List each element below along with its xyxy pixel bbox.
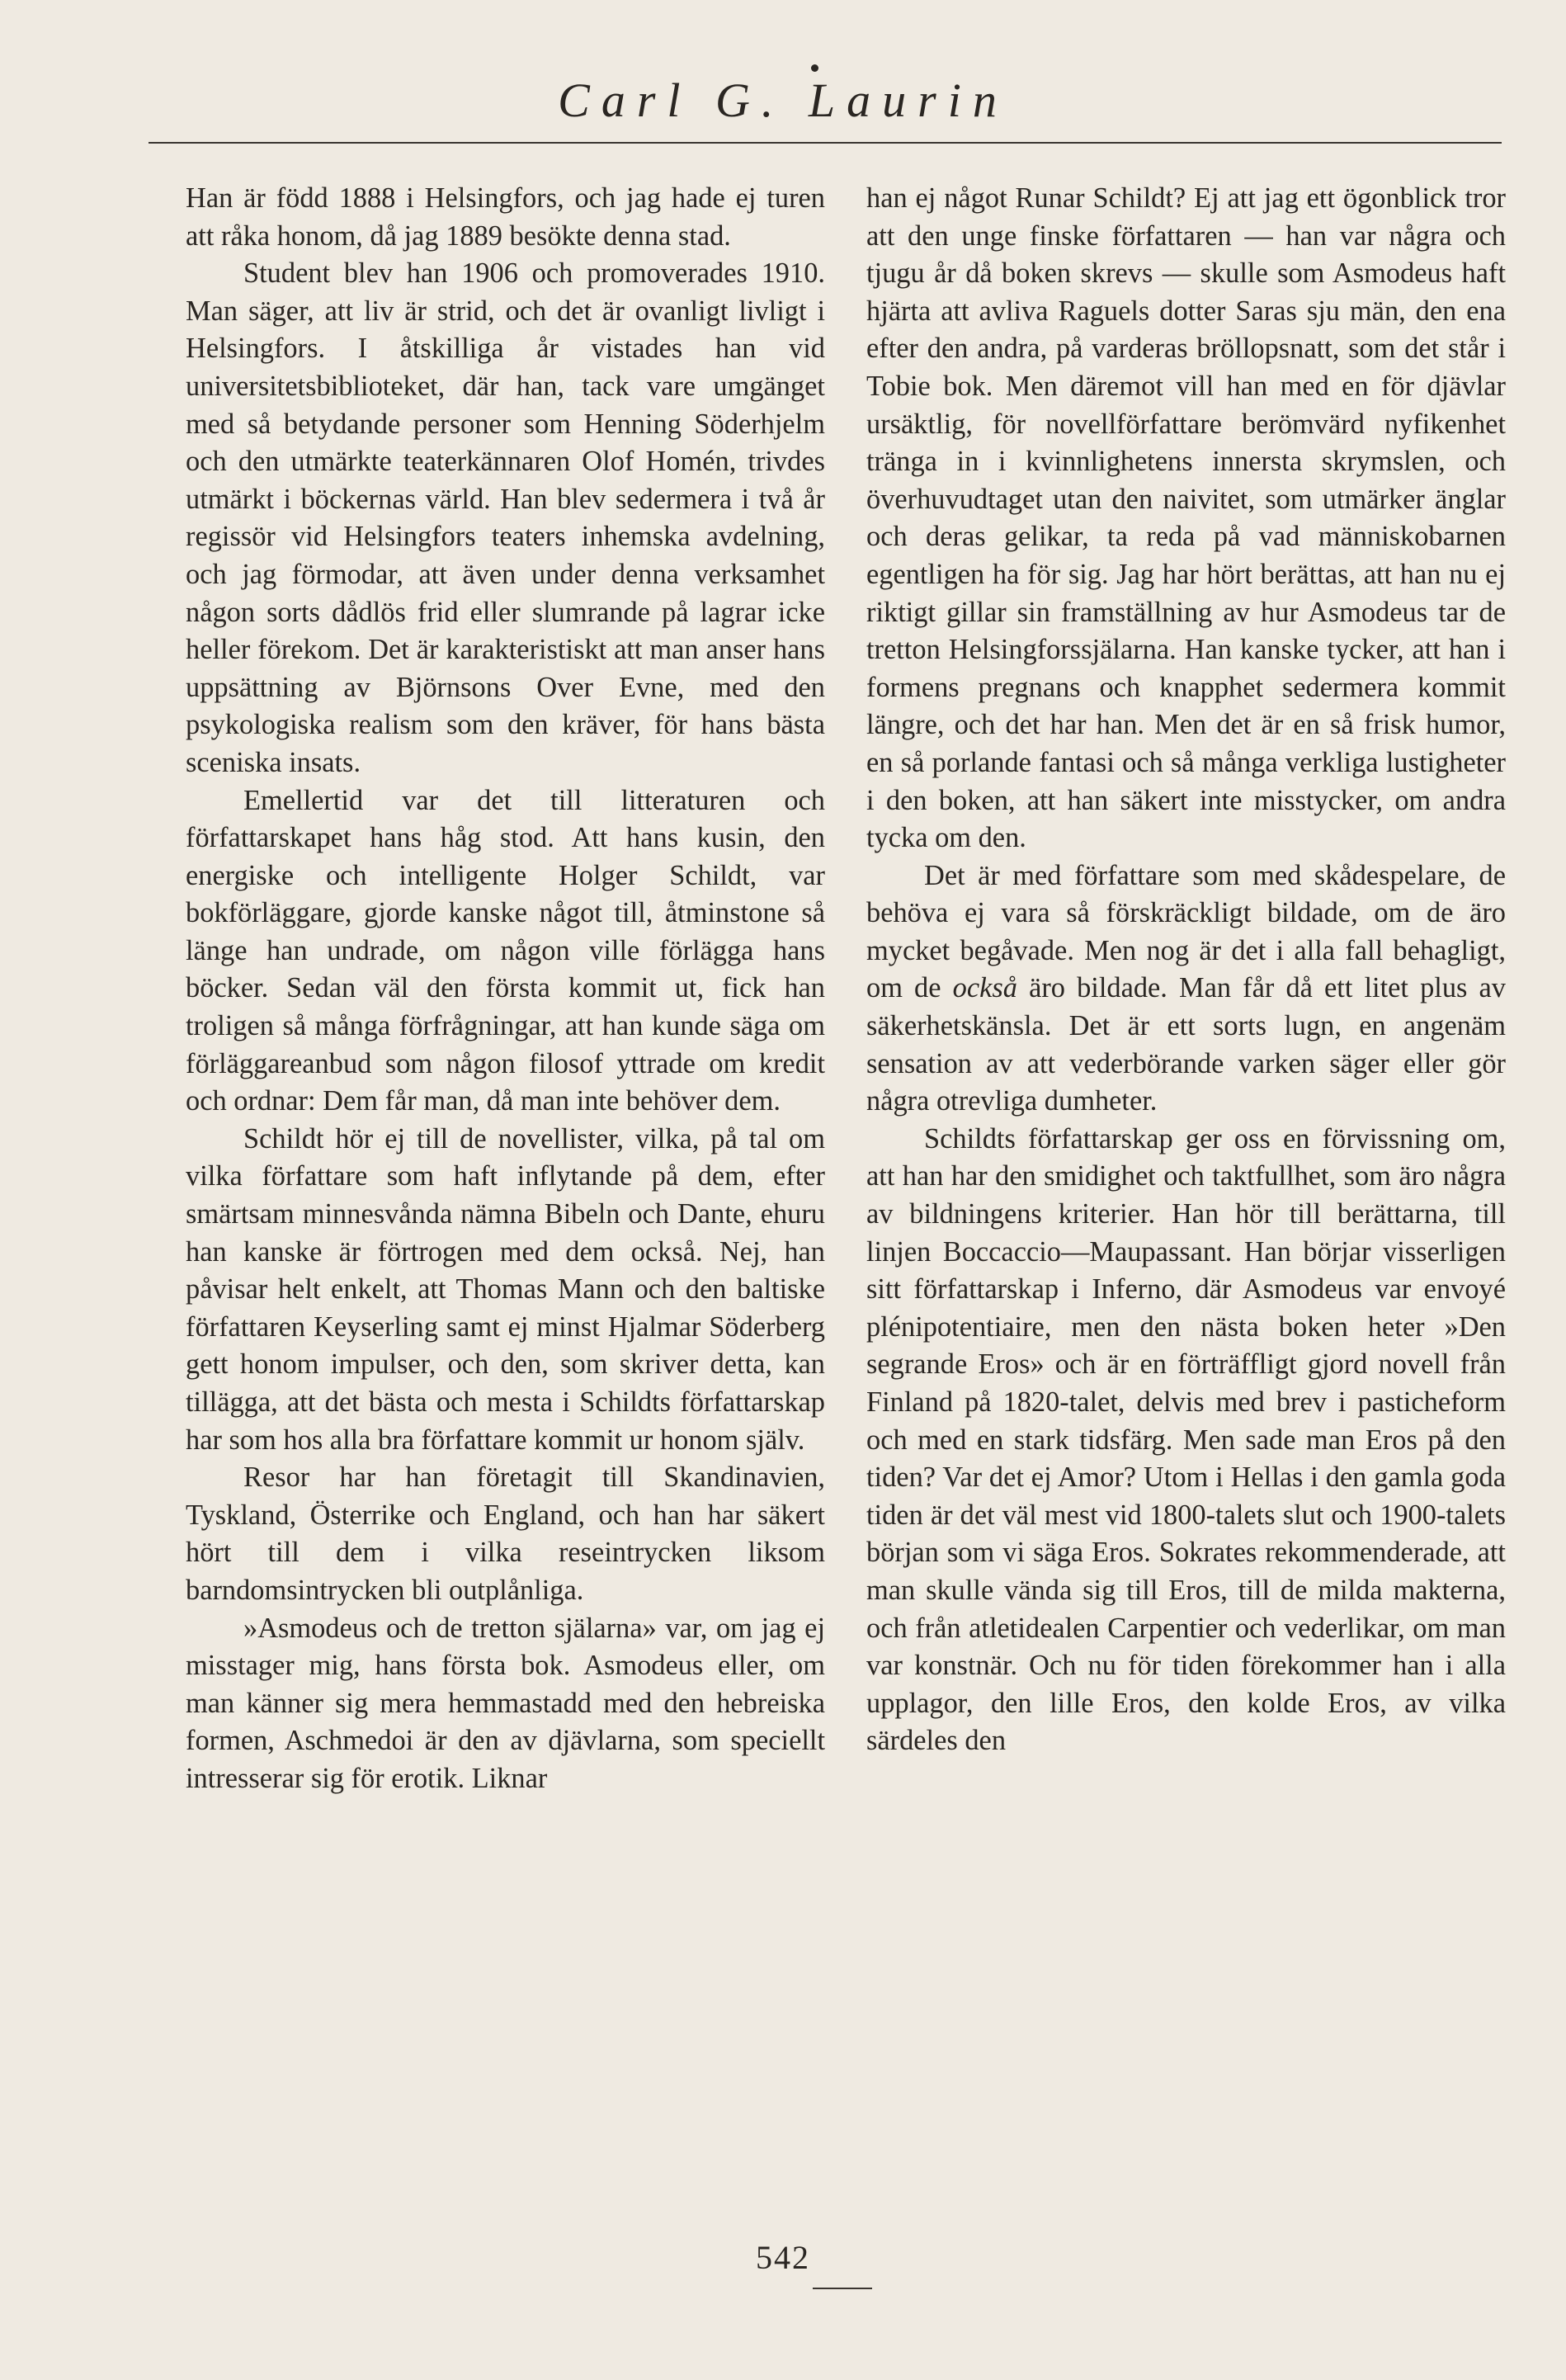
paragraph: Resor har han företagit till Skandinavien, Tyskland, Österrike och England, och han har säkert hört till dem i vilka reseintrycken liksom barndomsintrycken bli outplånliga.	[186, 1462, 825, 1606]
left-column	[186, 180, 825, 1798]
paragraph: han ej något Runar Schildt? Ej att jag ett ögonblick tror att den unge finske författaren — han var några och tjugu år då boken skrevs — skulle som Asmodeus haft hjärta att avliva Raguels dotter Saras sju män, den ena efter den andra, på varderas bröllopsnatt, som det står i Tobie bok. Men däremot vill han med en för djävlar ursäktlig, för novellförfattare berömvärd nyfikenhet tränga in i kvinnlighetens innersta skrymslen, och överhuvudtaget utan den naivitet, som utmärker änglar och deras gelikar, ta reda på vad människobarnen egentligen ha för sig. Jag har hört berättas, att han nu ej riktigt gillar sin framställning av hur Asmodeus tar de tretton Helsingforssjälarna. Han kanske tycker, att han i formens pregnans och knapphet sedermera kommit längre, och det har han. Men det är en så frisk humor, en så porlande fantasi och så många verkliga lustigheter i den boken, att han säkert inte misstycker, om andra tycka om den.	[866, 182, 1506, 854]
header-rule	[149, 142, 1502, 144]
footer-rule	[813, 2288, 872, 2289]
header-dot	[811, 64, 818, 72]
page-number: 542	[756, 2239, 810, 2276]
paragraph: Han är född 1888 i Helsingfors, och jag hade ej turen att råka honom, då jag 1889 besökte denna stad.	[186, 182, 825, 252]
paragraph: Schildts författarskap ger oss en förvissning om, att han har den smidighet och taktfullhet, som äro några av bildningens kriterier. Han hör till berättarna, till linjen Boccaccio—Maupassant. Han börjar visserligen sitt författarskap i Inferno, där Asmodeus var envoyé plénipotentiaire, men den nästa boken heter »Den segrande Eros» och är en förträffligt gjord novell från Finland på 1820-talet, delvis med brev i pasticheform och med en stark tidsfärg. Men sade man Eros på den tiden? Var det ej Amor? Utom i Hellas i den gamla goda tiden är det väl mest vid 1800-talets slut och 1900-talets början som vi säga Eros. Sokrates rekommenderade, att man skulle vända sig till Eros, till de milda makterna, och från atletidealen Carpentier och vederlikar, om man var konstnär. Och nu för tiden förekommer han i alla upplagor, den lille Eros, den kolde Eros, av vilka särdeles den	[866, 1122, 1506, 1757]
paragraph: Emellertid var det till litteraturen och författarskapet hans håg stod. Att hans kusin, den energiske och intelligente Holger Schildt, var bokförläggare, gjorde kanske något till, åtminstone så länge han undrade, om någon ville förlägga hans böcker. Sedan väl den första kommit ut, fick han troligen så många förfrågningar, att han kunde säga om förläggareanbud som någon filosof yttrade om kredit och ordnar: Dem får man, då man inte behöver dem.	[186, 784, 825, 1117]
running-header: Carl G. Laurin	[558, 73, 1008, 127]
paragraph	[866, 857, 1506, 1121]
paragraph: Student blev han 1906 och promoverades 1910. Man säger, att liv är strid, och det är ovanligt livligt i Helsingfors. I åtskilliga år vistades han vid universitetsbiblioteket, där han, tack vare umgänget med så betydande personer som Henning Söderhjelm och den utmärkte teaterkännaren Olof Homén, trivdes utmärkt i böckernas värld. Han blev sedermera i två år regissör vid Helsingfors teaters inhemska avdelning, och jag förmodar, att även under denna verksamhet någon sorts dådlös frid eller slumrande på lagrar icke heller förekom. Det är karakteristiskt att man anser hans uppsättning av Björnsons Over Evne, med den psykologiska realism som den kräver, för hans bästa sceniska insats.	[186, 257, 825, 778]
paragraph-text: äro bildade. Man får då ett litet plus av säkerhetskänsla. Det är ett sorts lugn, en angenäm sensation av att vederbörande varken säger eller gör några otrevliga dumheter.	[866, 972, 1506, 1117]
paragraph-text: Det är med författare som med skådespelare, de behöva ej vara så förskräckligt bildade, om de äro mycket begåvade. Men nog är det i alla fall behagligt, om de	[866, 859, 1506, 1004]
paragraph: »Asmodeus och de tretton själarna» var, om jag ej misstager mig, hans första bok. Asmodeus eller, om man känner sig mera hemmastadd med den hebreiska formen, Aschmedoi är den av djävlarna, som speciellt intresserar sig för erotik. Liknar	[186, 1612, 825, 1794]
paragraph: Schildt hör ej till de novellister, vilka, på tal om vilka författare som haft inflytande på dem, efter smärtsam minnesvånda nämna Bibeln och Dante, ehuru han kanske är förtrogen med dem också. Nej, han påvisar helt enkelt, att Thomas Mann och den baltiske författaren Keyserling samt ej minst Hjalmar Söderberg gett honom impulser, och den, som skriver detta, kan tillägga, att det bästa och mesta i Schildts författarskap har som hos alla bra författare kommit ur honom själv.	[186, 1122, 825, 1456]
emphasis: också	[952, 972, 1017, 1004]
right-column	[866, 180, 1506, 1760]
